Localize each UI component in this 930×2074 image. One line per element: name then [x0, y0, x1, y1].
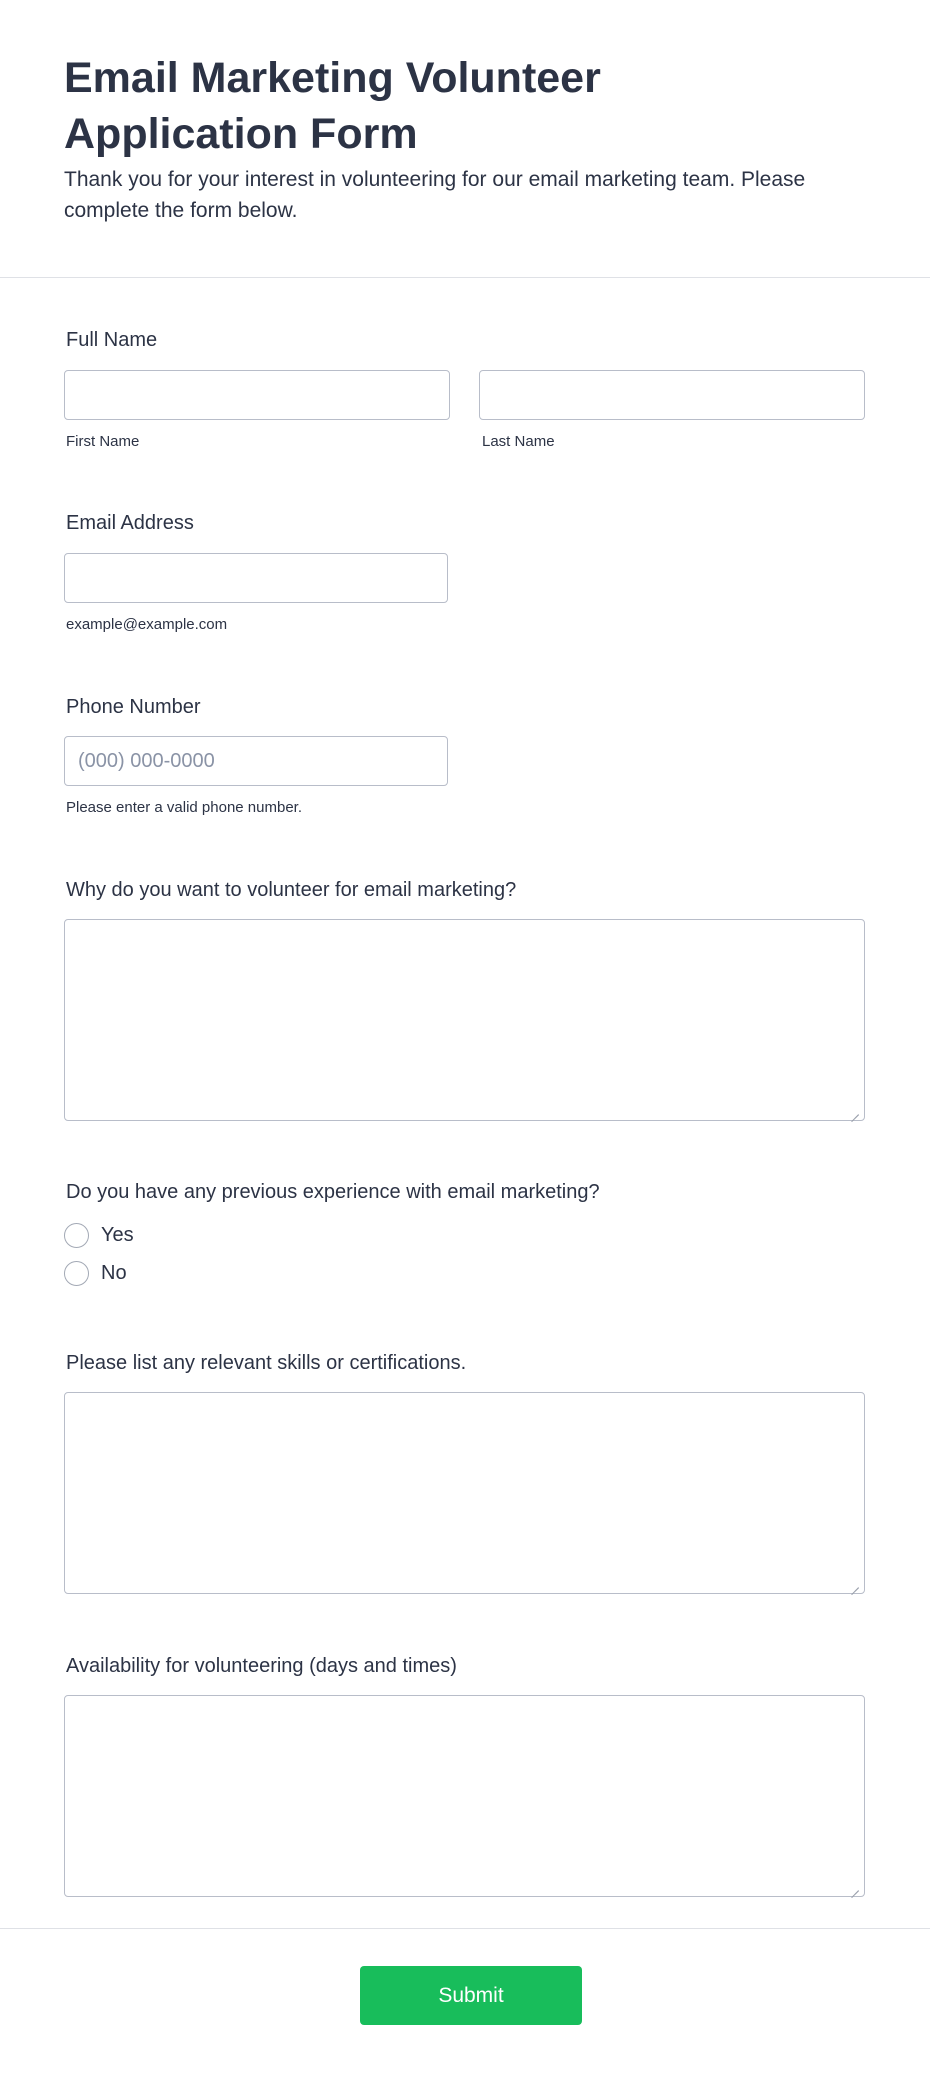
- last-name-input[interactable]: [479, 370, 865, 420]
- resize-grip-icon[interactable]: [851, 1580, 859, 1588]
- phone-sublabel: Please enter a valid phone number.: [66, 799, 302, 816]
- email-input[interactable]: [64, 553, 448, 603]
- radio-label-no: No: [101, 1261, 127, 1284]
- form-header: [0, 0, 930, 278]
- why-volunteer-textarea[interactable]: [64, 919, 865, 1121]
- email-label: Email Address: [66, 512, 194, 534]
- experience-label: Do you have any previous experience with email marketing?: [66, 1181, 600, 1203]
- radio-label-yes: Yes: [101, 1223, 134, 1246]
- phone-label: Phone Number: [66, 696, 201, 718]
- form-title: Email Marketing Volunteer Application Form: [64, 54, 601, 158]
- form-subtitle: Thank you for your interest in volunteering for our email marketing team. Please complete the form below.: [64, 168, 806, 222]
- experience-option-no[interactable]: [64, 1260, 127, 1286]
- submit-button[interactable]: Submit: [360, 1966, 582, 2025]
- skills-textarea[interactable]: [64, 1392, 865, 1594]
- footer-divider: [0, 1928, 930, 1929]
- first-name-sublabel: First Name: [66, 433, 140, 450]
- resize-grip-icon[interactable]: [851, 1883, 859, 1891]
- experience-option-yes[interactable]: [64, 1222, 134, 1248]
- why-volunteer-label: Why do you want to volunteer for email marketing?: [66, 879, 517, 901]
- skills-label: Please list any relevant skills or certifications.: [66, 1352, 467, 1374]
- resize-grip-icon[interactable]: [851, 1107, 859, 1115]
- first-name-input[interactable]: [64, 370, 450, 420]
- full-name-label: Full Name: [66, 329, 158, 351]
- email-sublabel: example@example.com: [66, 616, 228, 633]
- availability-textarea[interactable]: [64, 1695, 865, 1897]
- availability-label: Availability for volunteering (days and times): [66, 1655, 457, 1677]
- radio-button-no[interactable]: [64, 1261, 89, 1286]
- phone-input[interactable]: [64, 736, 448, 786]
- radio-button-yes[interactable]: [64, 1223, 89, 1248]
- last-name-sublabel: Last Name: [482, 433, 555, 450]
